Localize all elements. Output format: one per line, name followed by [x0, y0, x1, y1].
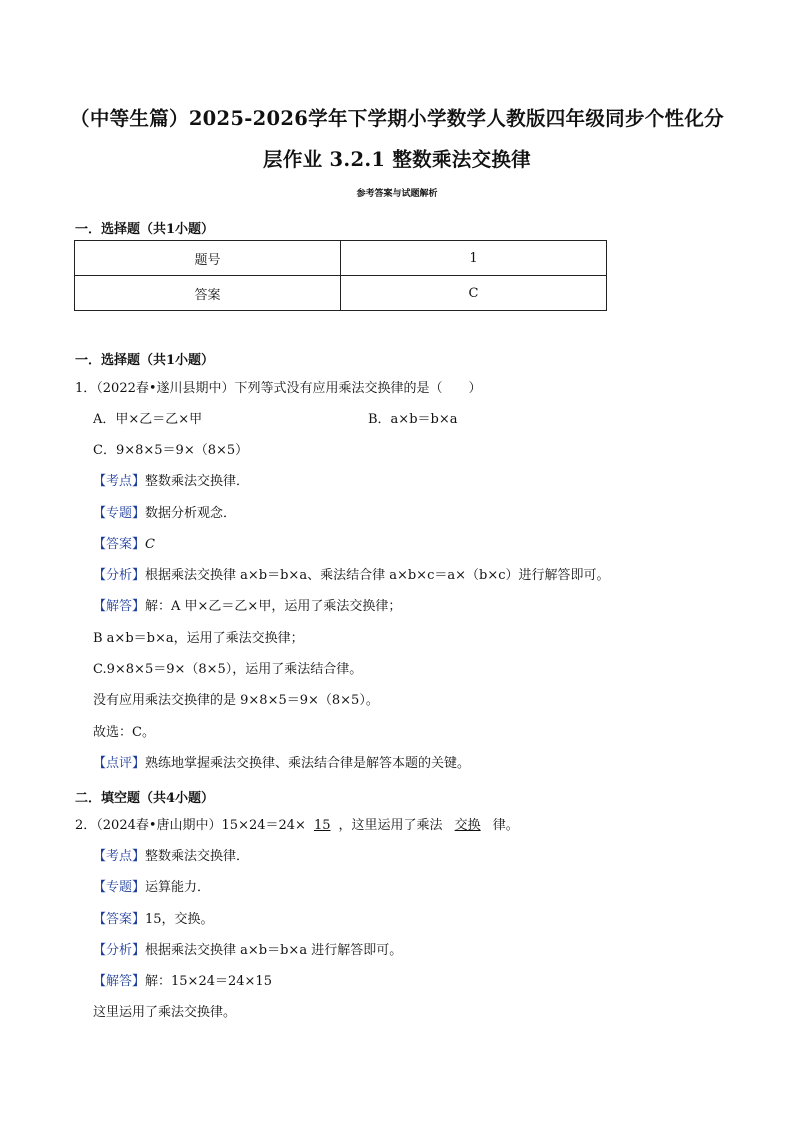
doc-title-line1: （中等生篇）2025-2026学年下学期小学数学人教版四年级同步个性化分 [70, 107, 724, 130]
q2-stem-mid: ，这里运用了乘法 [338, 818, 443, 833]
jieda-text: 解：15×24＝24×15 [145, 974, 272, 989]
daan-text: C [145, 537, 155, 552]
q1-option-a: A．甲×乙＝乙×甲 [93, 412, 203, 427]
label-zhuanti: 【专题】 [93, 880, 146, 895]
kaodian-text: 整数乘法交换律． [145, 474, 250, 489]
label-daan: 【答案】 [93, 537, 146, 552]
q2-blank-1: 15 [313, 818, 331, 833]
dianping-text: 熟练地掌握乘法交换律、乘法结合律是解答本题的关键。 [145, 756, 471, 771]
q1-kaodian [93, 474, 249, 490]
label-fenxi: 【分析】 [93, 943, 146, 958]
label-daan: 【答案】 [93, 912, 146, 927]
table-row [75, 241, 607, 276]
label-kaodian: 【考点】 [93, 849, 146, 864]
table-row [75, 276, 607, 311]
doc-title-line2: 层作业 3.2.1 整数乘法交换律 [263, 148, 531, 171]
fenxi-text: 根据乘法交换律 a×b＝b×a 进行解答即可。 [145, 943, 403, 958]
q2-fenxi [93, 943, 402, 959]
table-cell: C [341, 276, 607, 311]
label-dianping: 【点评】 [93, 756, 146, 771]
table-cell: 答案 [75, 276, 341, 311]
q2-jieda [93, 974, 272, 990]
label-kaodian: 【考点】 [93, 474, 146, 489]
label-zhuanti: 【专题】 [93, 506, 146, 521]
label-jieda: 【解答】 [93, 599, 146, 614]
label-jieda: 【解答】 [93, 974, 146, 989]
answer-section-heading: 一．选择题（共1小题） [75, 222, 215, 237]
q2-blank-2: 交换 [454, 818, 481, 833]
q1-option-c: C．9×8×5＝9×（8×5） [93, 443, 249, 458]
q2-section-heading: 二．填空题（共4小题） [75, 791, 215, 806]
q1-jieda-line2: B a×b＝b×a，运用了乘法交换律； [93, 631, 304, 646]
q2-stem-pre: 2．（2024春•唐山期中）15×24＝24× [75, 818, 306, 833]
q2-zhuanti [93, 880, 210, 896]
q1-stem: 1．（2022春•遂川县期中）下列等式没有应用乘法交换律的是（ ） [75, 381, 482, 396]
fenxi-text: 根据乘法交换律 a×b＝b×a、乘法结合律 a×b×c＝a×（b×c）进行解答即可。 [145, 568, 610, 583]
q1-jieda [93, 599, 401, 615]
q1-dianping [93, 756, 470, 772]
answer-table [74, 240, 607, 311]
q1-daan [93, 537, 155, 553]
q2-stem [75, 818, 519, 834]
zhuanti-text: 运算能力． [145, 880, 211, 895]
q1-fenxi [93, 568, 610, 584]
q2-jieda-line2: 这里运用了乘法交换律。 [93, 1005, 237, 1020]
q1-section-heading: 一．选择题（共1小题） [75, 353, 215, 368]
table-cell: 1 [341, 241, 607, 276]
table-cell: 题号 [75, 241, 341, 276]
q1-jieda-line3: C.9×8×5＝9×（8×5），运用了乘法结合律。 [93, 662, 363, 677]
label-fenxi: 【分析】 [93, 568, 146, 583]
q2-stem-post: 律。 [492, 818, 519, 833]
zhuanti-text: 数据分析观念． [145, 506, 237, 521]
kaodian-text: 整数乘法交换律． [145, 849, 250, 864]
q2-kaodian [93, 849, 249, 865]
q2-daan [93, 912, 214, 928]
q1-option-b: B．a×b＝b×a [368, 412, 458, 427]
daan-text: 15，交换。 [145, 912, 214, 927]
doc-subtitle: 参考答案与试题解析 [356, 189, 438, 199]
jieda-text: 解：A 甲×乙＝乙×甲，运用了乘法交换律； [145, 599, 402, 614]
q1-jieda-line5: 故选：C。 [93, 725, 155, 740]
q1-jieda-line4: 没有应用乘法交换律的是 9×8×5＝9×（8×5）。 [93, 693, 379, 708]
q1-zhuanti [93, 506, 236, 522]
